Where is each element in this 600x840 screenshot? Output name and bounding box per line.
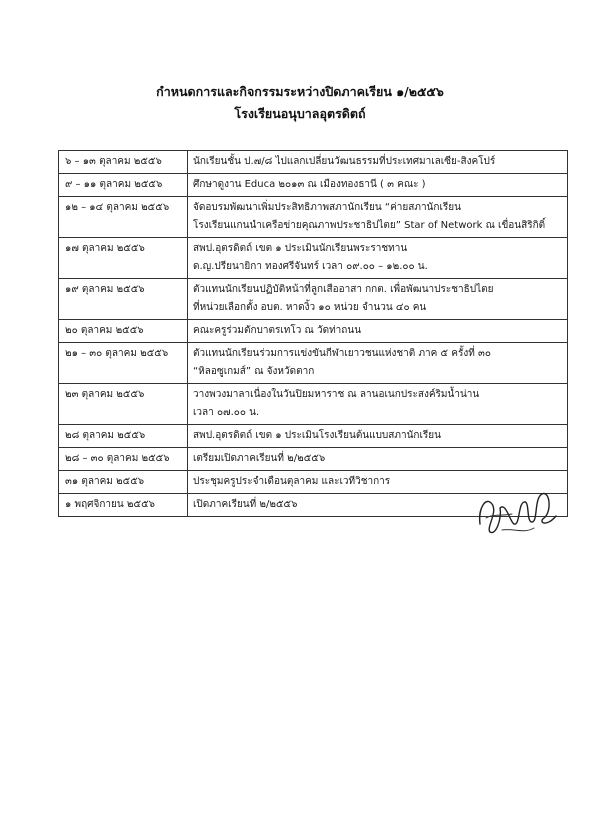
date-text: ๑๙ ตุลาคม ๒๕๕๖ <box>65 284 145 295</box>
school-name: โรงเรียนอนุบาลอุตรดิตถ์ <box>234 106 366 121</box>
activity-text: สพป.อุตรดิตถ์ เขต ๑ ประเมินนักเรียนพระราชทาน <box>193 243 408 254</box>
date-text: ๑๗ ตุลาคม ๒๕๕๖ <box>65 243 145 254</box>
date-text: ๑ พฤศจิกายน ๒๕๕๖ <box>65 499 155 510</box>
activity-cell <box>188 384 568 425</box>
date-cell <box>59 448 188 471</box>
activity-cell <box>188 238 568 279</box>
activity-cell <box>188 320 568 343</box>
activity-cell <box>188 279 568 320</box>
activity-cell <box>188 151 568 174</box>
activity-text: เปิดภาคเรียนที่ ๒/๒๕๕๖ <box>193 499 298 510</box>
date-cell <box>59 174 188 197</box>
activity-text: “หิลอซูเกมส์” ณ จังหวัดตาก <box>193 366 315 377</box>
table-row <box>59 174 568 197</box>
table-row <box>59 279 568 320</box>
activity-text: เตรียมเปิดภาคเรียนที่ ๒/๒๕๕๖ <box>193 453 326 464</box>
table-row <box>59 425 568 448</box>
date-cell <box>59 151 188 174</box>
table-row <box>59 343 568 384</box>
date-cell <box>59 425 188 448</box>
schedule-table <box>58 150 568 517</box>
activity-text: ประชุมครูประจำเดือนตุลาคม และเวทีวิชาการ <box>193 476 391 487</box>
activity-text: โรงเรียนแกนนำเครือข่ายคุณภาพประชาธิปไตย” Star of Network ณ เขื่อนสิริกิติ์ <box>193 220 546 231</box>
date-text: ๓๑ ตุลาคม ๒๕๕๖ <box>65 476 145 487</box>
date-text: ๒๑ – ๓๐ ตุลาคม ๒๕๕๖ <box>65 348 169 359</box>
table-row <box>59 238 568 279</box>
date-text: ๒๘ – ๓๐ ตุลาคม ๒๕๕๖ <box>65 453 170 464</box>
activity-text: จัดอบรมพัฒนาเพิ่มประสิทธิภาพสภานักเรียน “ค่ายสภานักเรียน <box>193 202 461 213</box>
date-cell <box>59 384 188 425</box>
activity-text: นักเรียนชั้น ป.๗/๘ ไปแลกเปลี่ยนวัฒนธรรมที่ประเทศมาเลเซีย-สิงคโปร์ <box>193 156 496 167</box>
date-cell <box>59 238 188 279</box>
page-title: กำหนดการและกิจกรรมระหว่างปิดภาคเรียน ๑/๒๕๕๖ <box>156 84 444 99</box>
activity-cell <box>188 174 568 197</box>
date-cell <box>59 197 188 238</box>
date-text: ๒๐ ตุลาคม ๒๕๕๖ <box>65 325 144 336</box>
activity-cell <box>188 197 568 238</box>
activity-text: วางพวงมาลาเนื่องในวันปิยมหาราช ณ ลานอเนกประสงค์ริมน้ำน่าน <box>193 389 480 400</box>
date-cell <box>59 279 188 320</box>
table-row <box>59 448 568 471</box>
activity-cell <box>188 448 568 471</box>
activity-text: ตัวแทนนักเรียนร่วมการแข่งขันกีฬาเยาวชนแห่งชาติ ภาค ๕ ครั้งที่ ๓๐ <box>193 348 491 359</box>
date-text: ๖ – ๑๓ ตุลาคม ๒๕๕๖ <box>65 156 162 167</box>
activity-text: ด.ญ.ปรียนายิกา ทองศรีจันทร์ เวลา ๐๙.๐๐ – ๑๒.๐๐ น. <box>193 261 428 272</box>
date-cell <box>59 471 188 494</box>
date-text: ๒๘ ตุลาคม ๒๕๕๖ <box>65 430 146 441</box>
activity-cell <box>188 425 568 448</box>
date-text: ๒๓ ตุลาคม ๒๕๕๖ <box>65 389 145 400</box>
date-cell <box>59 494 188 517</box>
activity-text: ที่หน่วยเลือกตั้ง อบต. หาดงิ้ว ๑๐ หน่วย จำนวน ๔๐ คน <box>193 302 427 313</box>
date-cell <box>59 320 188 343</box>
activity-text: ศึกษาดูงาน Educa ๒๐๑๓ ณ เมืองทองธานี ( ๓ คณะ ) <box>193 179 426 190</box>
activity-text: สพป.อุตรดิตถ์ เขต ๑ ประเมินโรงเรียนต้นแบบสภานักเรียน <box>193 430 441 441</box>
activity-cell <box>188 343 568 384</box>
date-text: ๙ – ๑๑ ตุลาคม ๒๕๕๖ <box>65 179 163 190</box>
date-text: ๑๒ – ๑๔ ตุลาคม ๒๕๕๖ <box>65 202 170 213</box>
activity-text: ตัวแทนนักเรียนปฏิบัติหน้าที่ลูกเสืออาสา กกต. เพื่อพัฒนาประชาธิปไตย <box>193 284 494 295</box>
date-cell <box>59 343 188 384</box>
schedule-body <box>59 151 568 517</box>
signature-icon <box>472 478 562 540</box>
activity-text: คณะครูร่วมตักบาตรเทโว ณ วัดท่าถนน <box>193 325 362 336</box>
table-row <box>59 197 568 238</box>
table-row <box>59 151 568 174</box>
table-row <box>59 320 568 343</box>
activity-text: เวลา ๐๗.๐๐ น. <box>193 407 260 418</box>
table-row <box>59 384 568 425</box>
